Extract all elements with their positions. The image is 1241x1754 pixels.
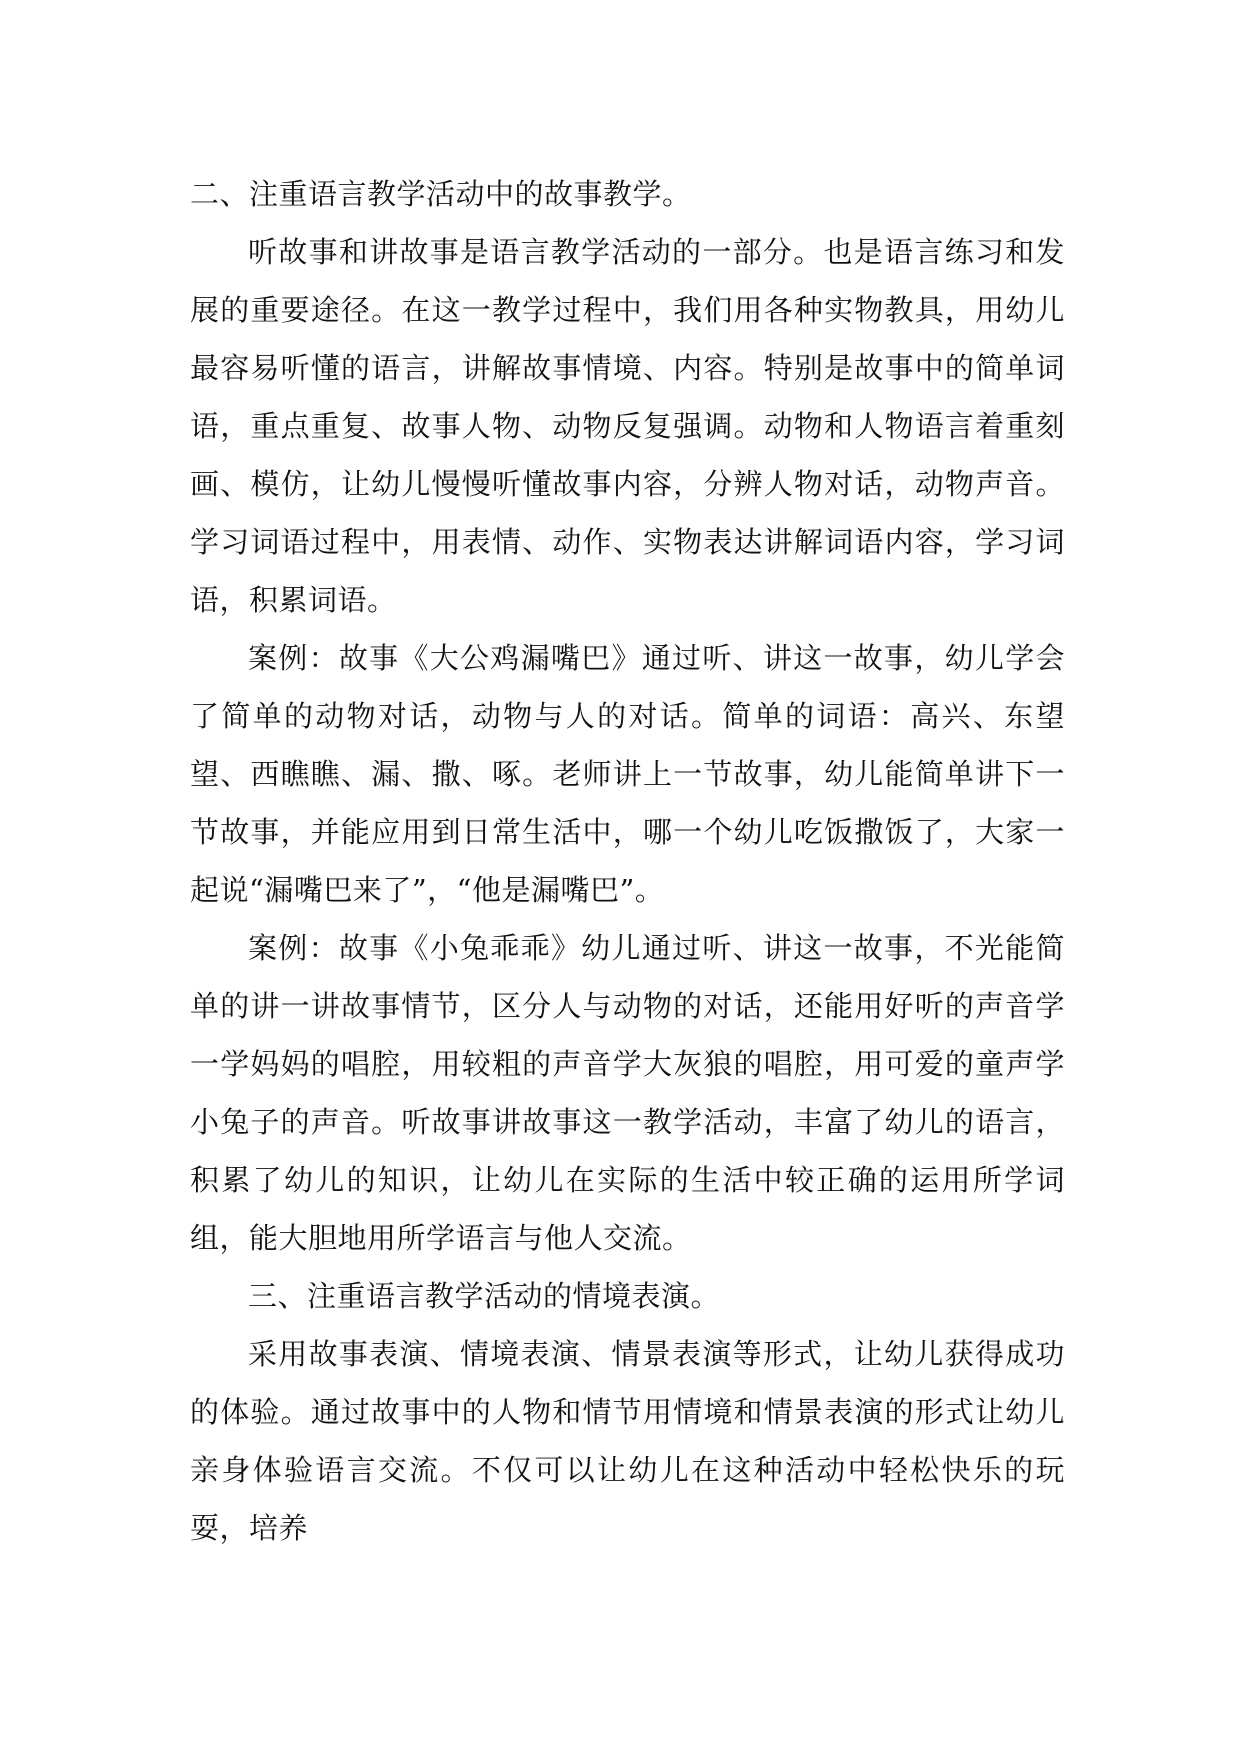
- paragraph-case-rooster: 案例：故事《大公鸡漏嘴巴》通过听、讲这一故事，幼儿学会了简单的动物对话，动物与人的对话。简单的词语：高兴、东望望、西瞧瞧、漏、撒、啄。老师讲上一节故事，幼儿能简单讲下一节故事，并能应用到日常生活中，哪一个幼儿吃饭撒饭了，大家一起说“漏嘴巴来了”，“他是漏嘴巴”。: [190, 641, 1065, 907]
- paragraph-case-rabbit: 案例：故事《小兔乖乖》幼儿通过听、讲这一故事，不光能简单的讲一讲故事情节，区分人与动物的对话，还能用好听的声音学一学妈妈的唱腔，用较粗的声音学大灰狼的唱腔，用可爱的童声学小兔子的声音。听故事讲故事这一教学活动，丰富了幼儿的语言，积累了幼儿的知识，让幼儿在实际的生活中较正确的运用所学词组，能大胆地用所学语言与他人交流。: [190, 931, 1065, 1255]
- paragraph-story-teaching: 听故事和讲故事是语言教学活动的一部分。也是语言练习和发展的重要途径。在这一教学过程中，我们用各种实物教具，用幼儿最容易听懂的语言，讲解故事情境、内容。特别是故事中的简单词语，重点重复、故事人物、动物反复强调。动物和人物语言着重刻画、模仿，让幼儿慢慢听懂故事内容，分辨人物对话，动物声音。学习词语过程中，用表情、动作、实物表达讲解词语内容，学习词语，积累词语。: [190, 235, 1065, 617]
- section-heading-two: 二、注重语言教学活动中的故事教学。: [190, 177, 692, 211]
- document-page: [190, 165, 1065, 1557]
- paragraph-performance: 采用故事表演、情境表演、情景表演等形式，让幼儿获得成功的体验。通过故事中的人物和情节用情境和情景表演的形式让幼儿亲身体验语言交流。不仅可以让幼儿在这种活动中轻松快乐的玩耍，培养: [190, 1337, 1065, 1545]
- section-heading-three: 三、注重语言教学活动的情境表演。: [248, 1279, 721, 1313]
